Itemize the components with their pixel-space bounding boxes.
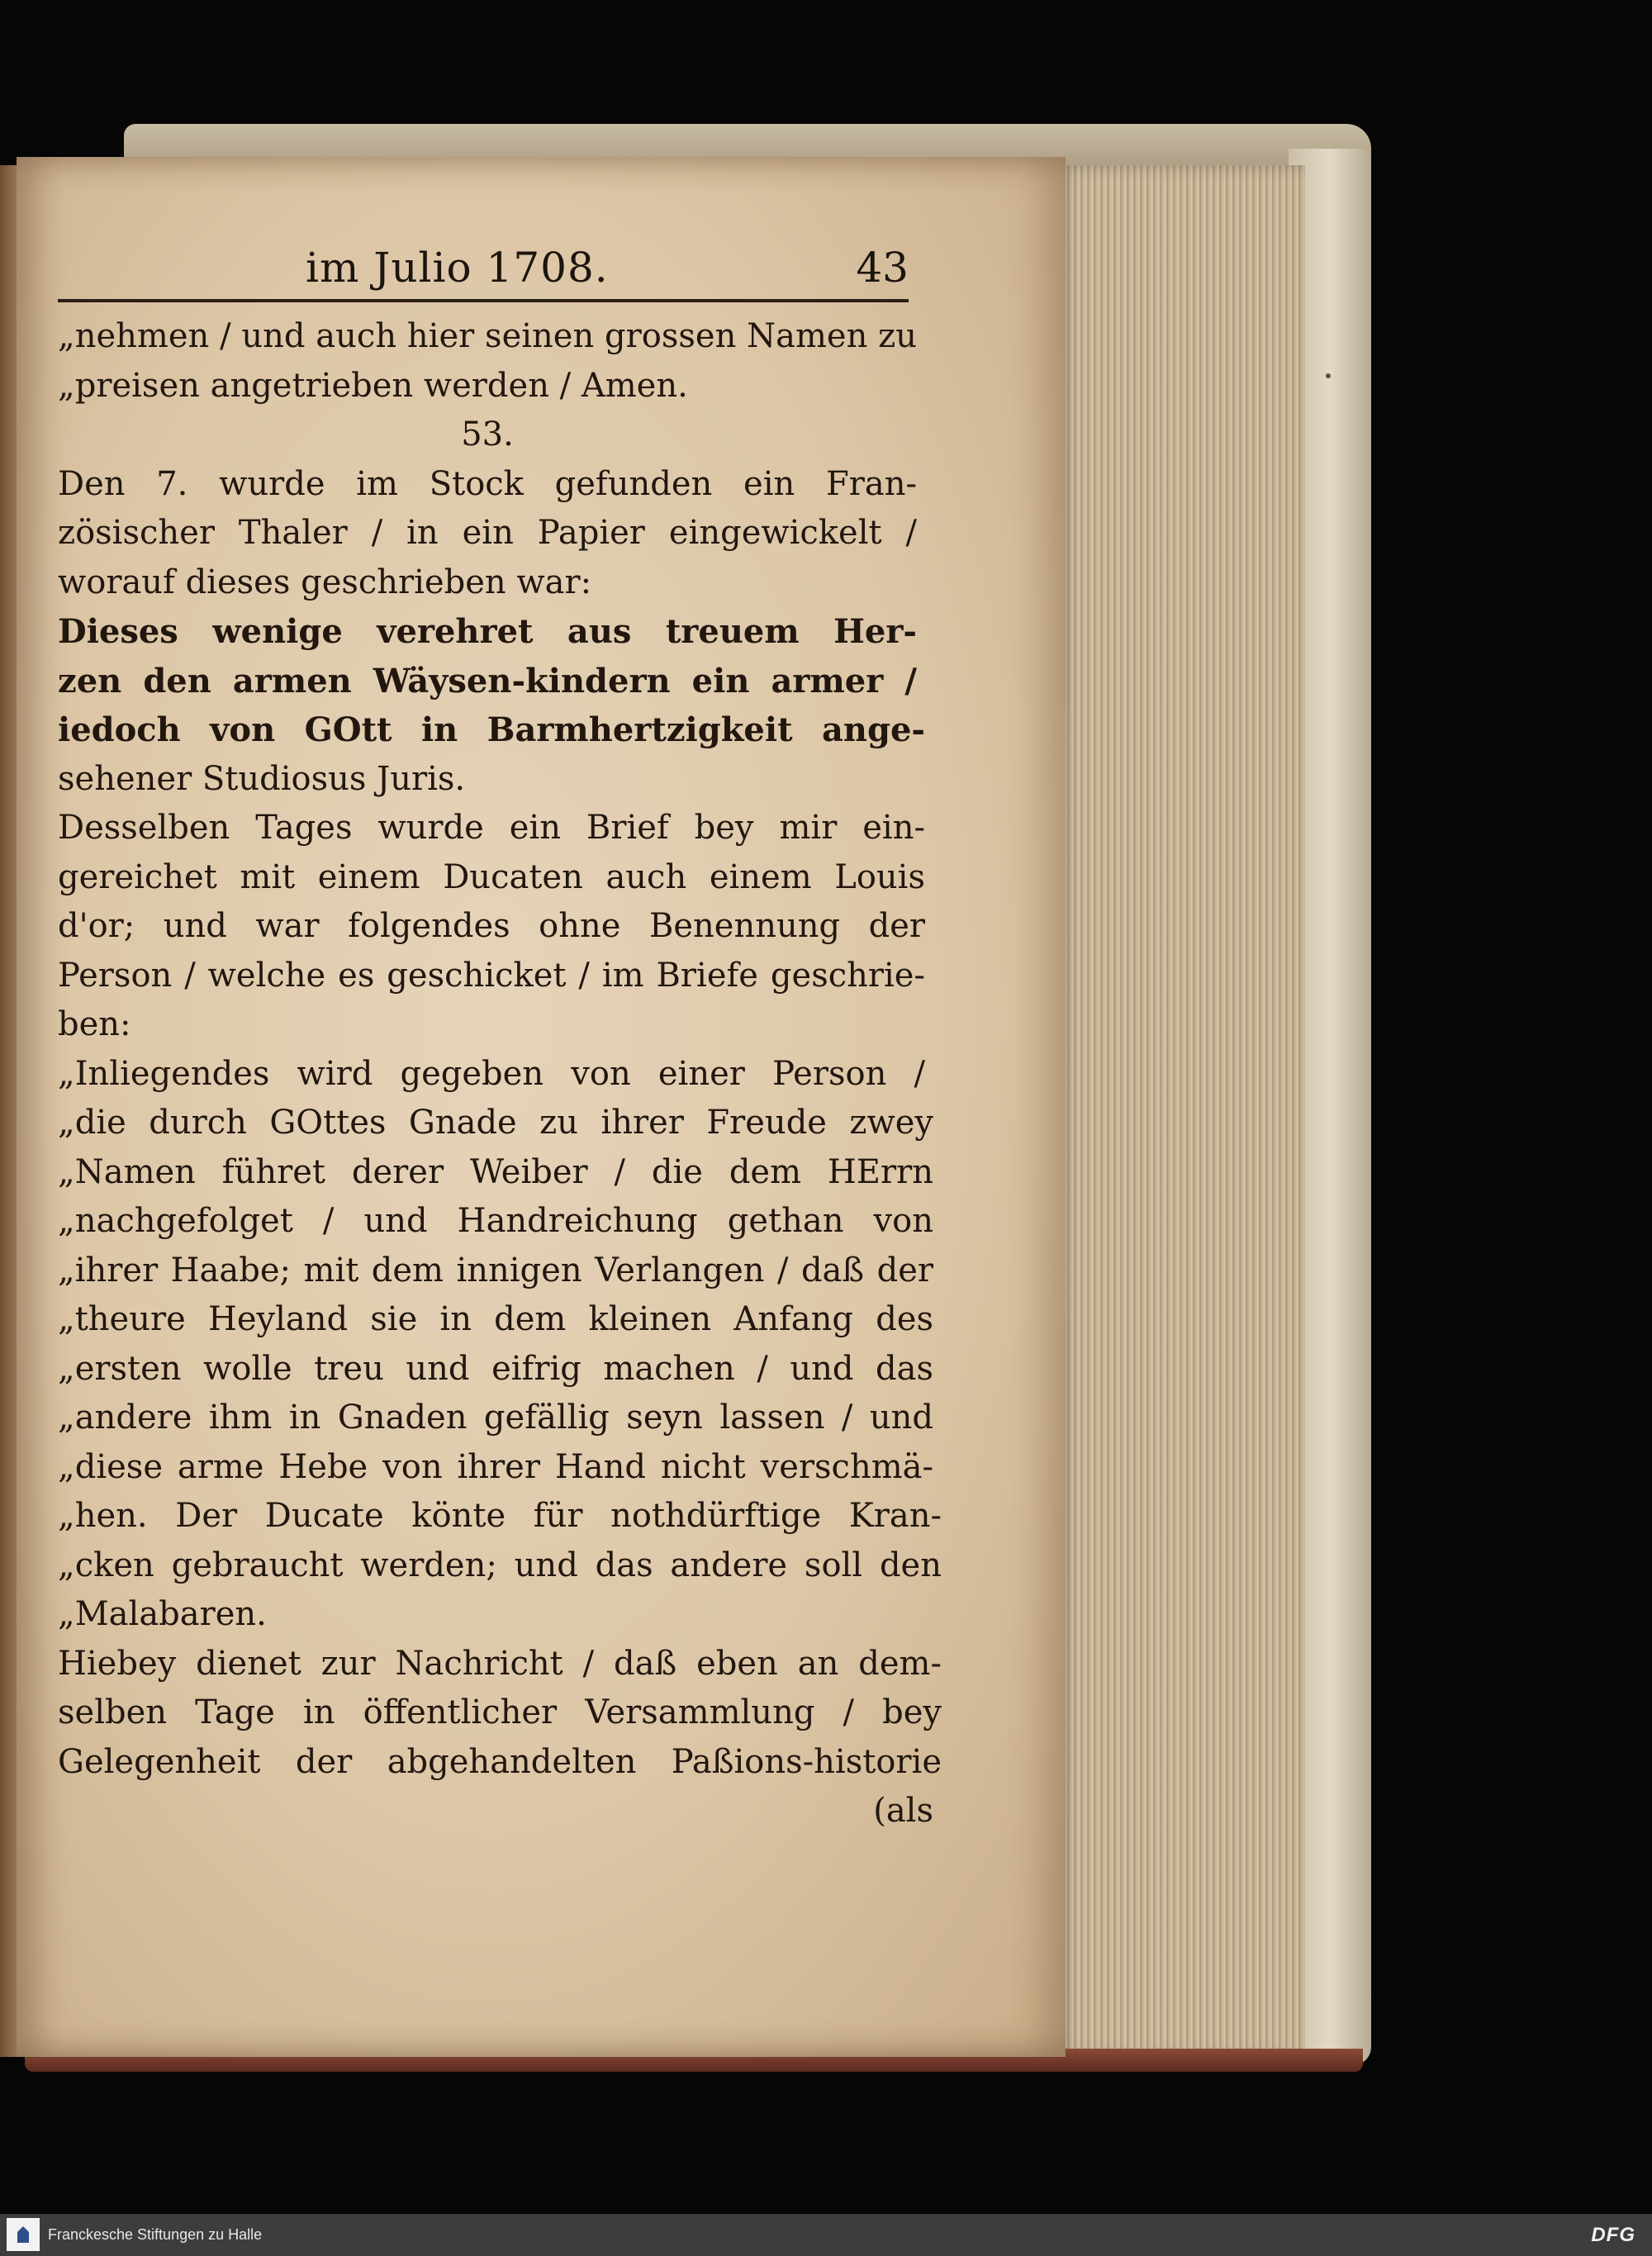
text-line: worauf dieses geschrieben war:: [58, 563, 592, 601]
running-head-title: im Julio 1708.: [306, 244, 609, 292]
text-line: Person / welche es geschicket / im Briefe geschrie-: [58, 956, 925, 995]
text-line: „cken gebraucht werden; und das andere soll den: [58, 1546, 942, 1584]
running-head: [58, 244, 909, 302]
text-line: (als: [873, 1792, 933, 1830]
text-line: „Inliegendes wird gegeben von einer Person /: [58, 1054, 925, 1093]
text-line: zösischer Thaler / in ein Papier eingewickelt /: [58, 514, 917, 552]
house-icon: [17, 2226, 29, 2243]
text-line: iedoch von GOtt in Barmhertzigkeit ange-: [58, 710, 925, 749]
footer-bar: [0, 2214, 1652, 2256]
text-line: „ihrer Haabe; mit dem innigen Verlangen / daß der: [58, 1251, 933, 1289]
text-line: selben Tage in öffentlicher Versammlung / bey: [58, 1693, 942, 1731]
footer-institution: Franckesche Stiftungen zu Halle: [48, 2226, 263, 2243]
text-line: Desselben Tages wurde ein Brief bey mir ein-: [58, 809, 925, 847]
text-line: „die durch GOttes Gnade zu ihrer Freude zwey: [58, 1104, 933, 1142]
text-line: Hiebey dienet zur Nachricht / daß eben an dem-: [58, 1644, 942, 1683]
text-line: d'or; und war folgendes ohne Benennung der: [58, 907, 925, 945]
page-fore-edge: [1057, 165, 1305, 2057]
text-line: ben:: [58, 1005, 131, 1043]
text-line: „diese arme Hebe von ihrer Hand nicht verschmä-: [58, 1447, 933, 1486]
text-line: Den 7. wurde im Stock gefunden ein Fran-: [58, 464, 917, 503]
body-text: [58, 312, 942, 1836]
text-line: „andere ihm in Gnaden gefällig seyn lassen / und: [58, 1399, 933, 1437]
text-line: „hen. Der Ducate könte für nothdürftige Kran-: [58, 1497, 942, 1535]
text-line: gereichet mit einem Ducaten auch einem Louis: [58, 857, 925, 896]
text-line: „nachgefolget / und Handreichung gethan von: [58, 1202, 933, 1240]
text-line: „Malabaren.: [58, 1595, 267, 1633]
text-line: „ersten wolle treu und eifrig machen / und das: [58, 1349, 933, 1388]
institution-logo-icon: [7, 2218, 40, 2251]
header-rule: [58, 299, 909, 302]
text-line: zen den armen Wäysen-kindern ein armer /: [58, 661, 917, 701]
text-line: Dieses wenige verehret aus treuem Her-: [58, 612, 917, 651]
text-line: „preisen angetrieben werden / Amen.: [58, 366, 688, 405]
text-line: „Namen führet derer Weiber / die dem HErrn: [58, 1152, 933, 1191]
dust-speck: [1326, 373, 1331, 378]
text-line: „nehmen / und auch hier seinen grossen Namen zu: [58, 317, 917, 355]
page-number: 43: [856, 244, 909, 292]
text-line: „theure Heyland sie in dem kleinen Anfang des: [58, 1300, 933, 1338]
text-line: 53.: [461, 416, 514, 454]
text-line: Gelegenheit der abgehandelten Paßions-historie: [58, 1742, 942, 1781]
dfg-logo: DFG: [1591, 2224, 1635, 2246]
text-line: sehener Studiosus Juris.: [58, 759, 466, 798]
